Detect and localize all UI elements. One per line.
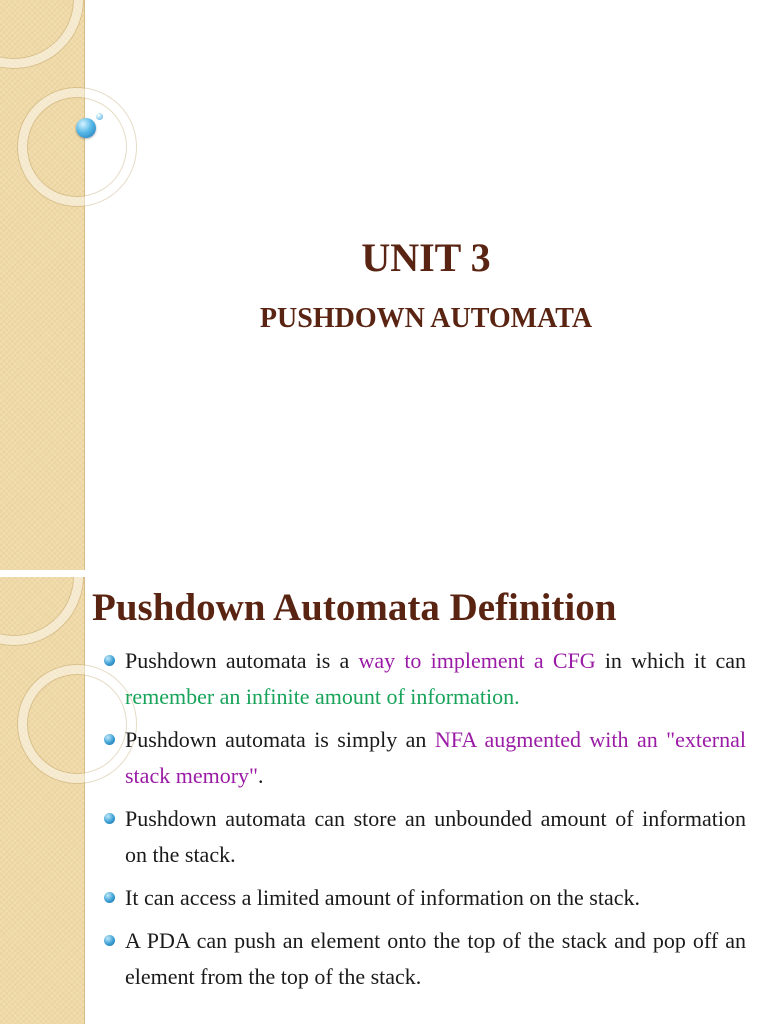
- bullet-item: [100, 722, 746, 794]
- decorative-ring: [0, 0, 83, 68]
- bullet-item: [100, 801, 746, 873]
- bullet-list: [100, 643, 746, 1002]
- small-orb-icon: [96, 113, 103, 120]
- bullet-item: [100, 643, 746, 715]
- highlight-text: remember an infinite amount of information.: [125, 684, 520, 709]
- bullet-icon: [104, 892, 115, 903]
- slide-title: Pushdown Automata Definition: [92, 586, 617, 629]
- bullet-text: .: [258, 763, 264, 788]
- bullet-icon: [104, 813, 115, 824]
- bullet-text: Pushdown automata is a: [125, 648, 359, 673]
- bullet-text: Pushdown automata can store an unbounded amount of information on the stack.: [125, 806, 746, 867]
- slide-title: UNIT 3: [361, 235, 491, 280]
- bullet-text: in which it can: [595, 648, 746, 673]
- highlight-text: NFA augmented with an "external stack memory": [125, 727, 747, 788]
- decorative-side-strip: [0, 0, 85, 570]
- bullet-text: Pushdown automata is simply an: [125, 727, 435, 752]
- slide-subtitle: PUSHDOWN AUTOMATA: [259, 303, 593, 334]
- bullet-item: [100, 880, 746, 916]
- slide-separator: [0, 570, 768, 577]
- decorative-ring: [18, 88, 136, 206]
- definition-slide: [0, 577, 768, 1024]
- bullet-item: [100, 923, 746, 995]
- bullet-icon: [104, 734, 115, 745]
- blue-orb-icon: [76, 118, 96, 138]
- bullet-text: A PDA can push an element onto the top of the stack and pop off an element from the top of the stack.: [125, 928, 746, 989]
- bullet-icon: [104, 935, 115, 946]
- highlight-text: way to implement a CFG: [358, 648, 596, 673]
- bullet-text: It can access a limited amount of information on the stack.: [125, 885, 641, 910]
- bullet-icon: [104, 655, 115, 666]
- decorative-side-strip: [0, 577, 85, 1024]
- decorative-ring: [0, 577, 83, 645]
